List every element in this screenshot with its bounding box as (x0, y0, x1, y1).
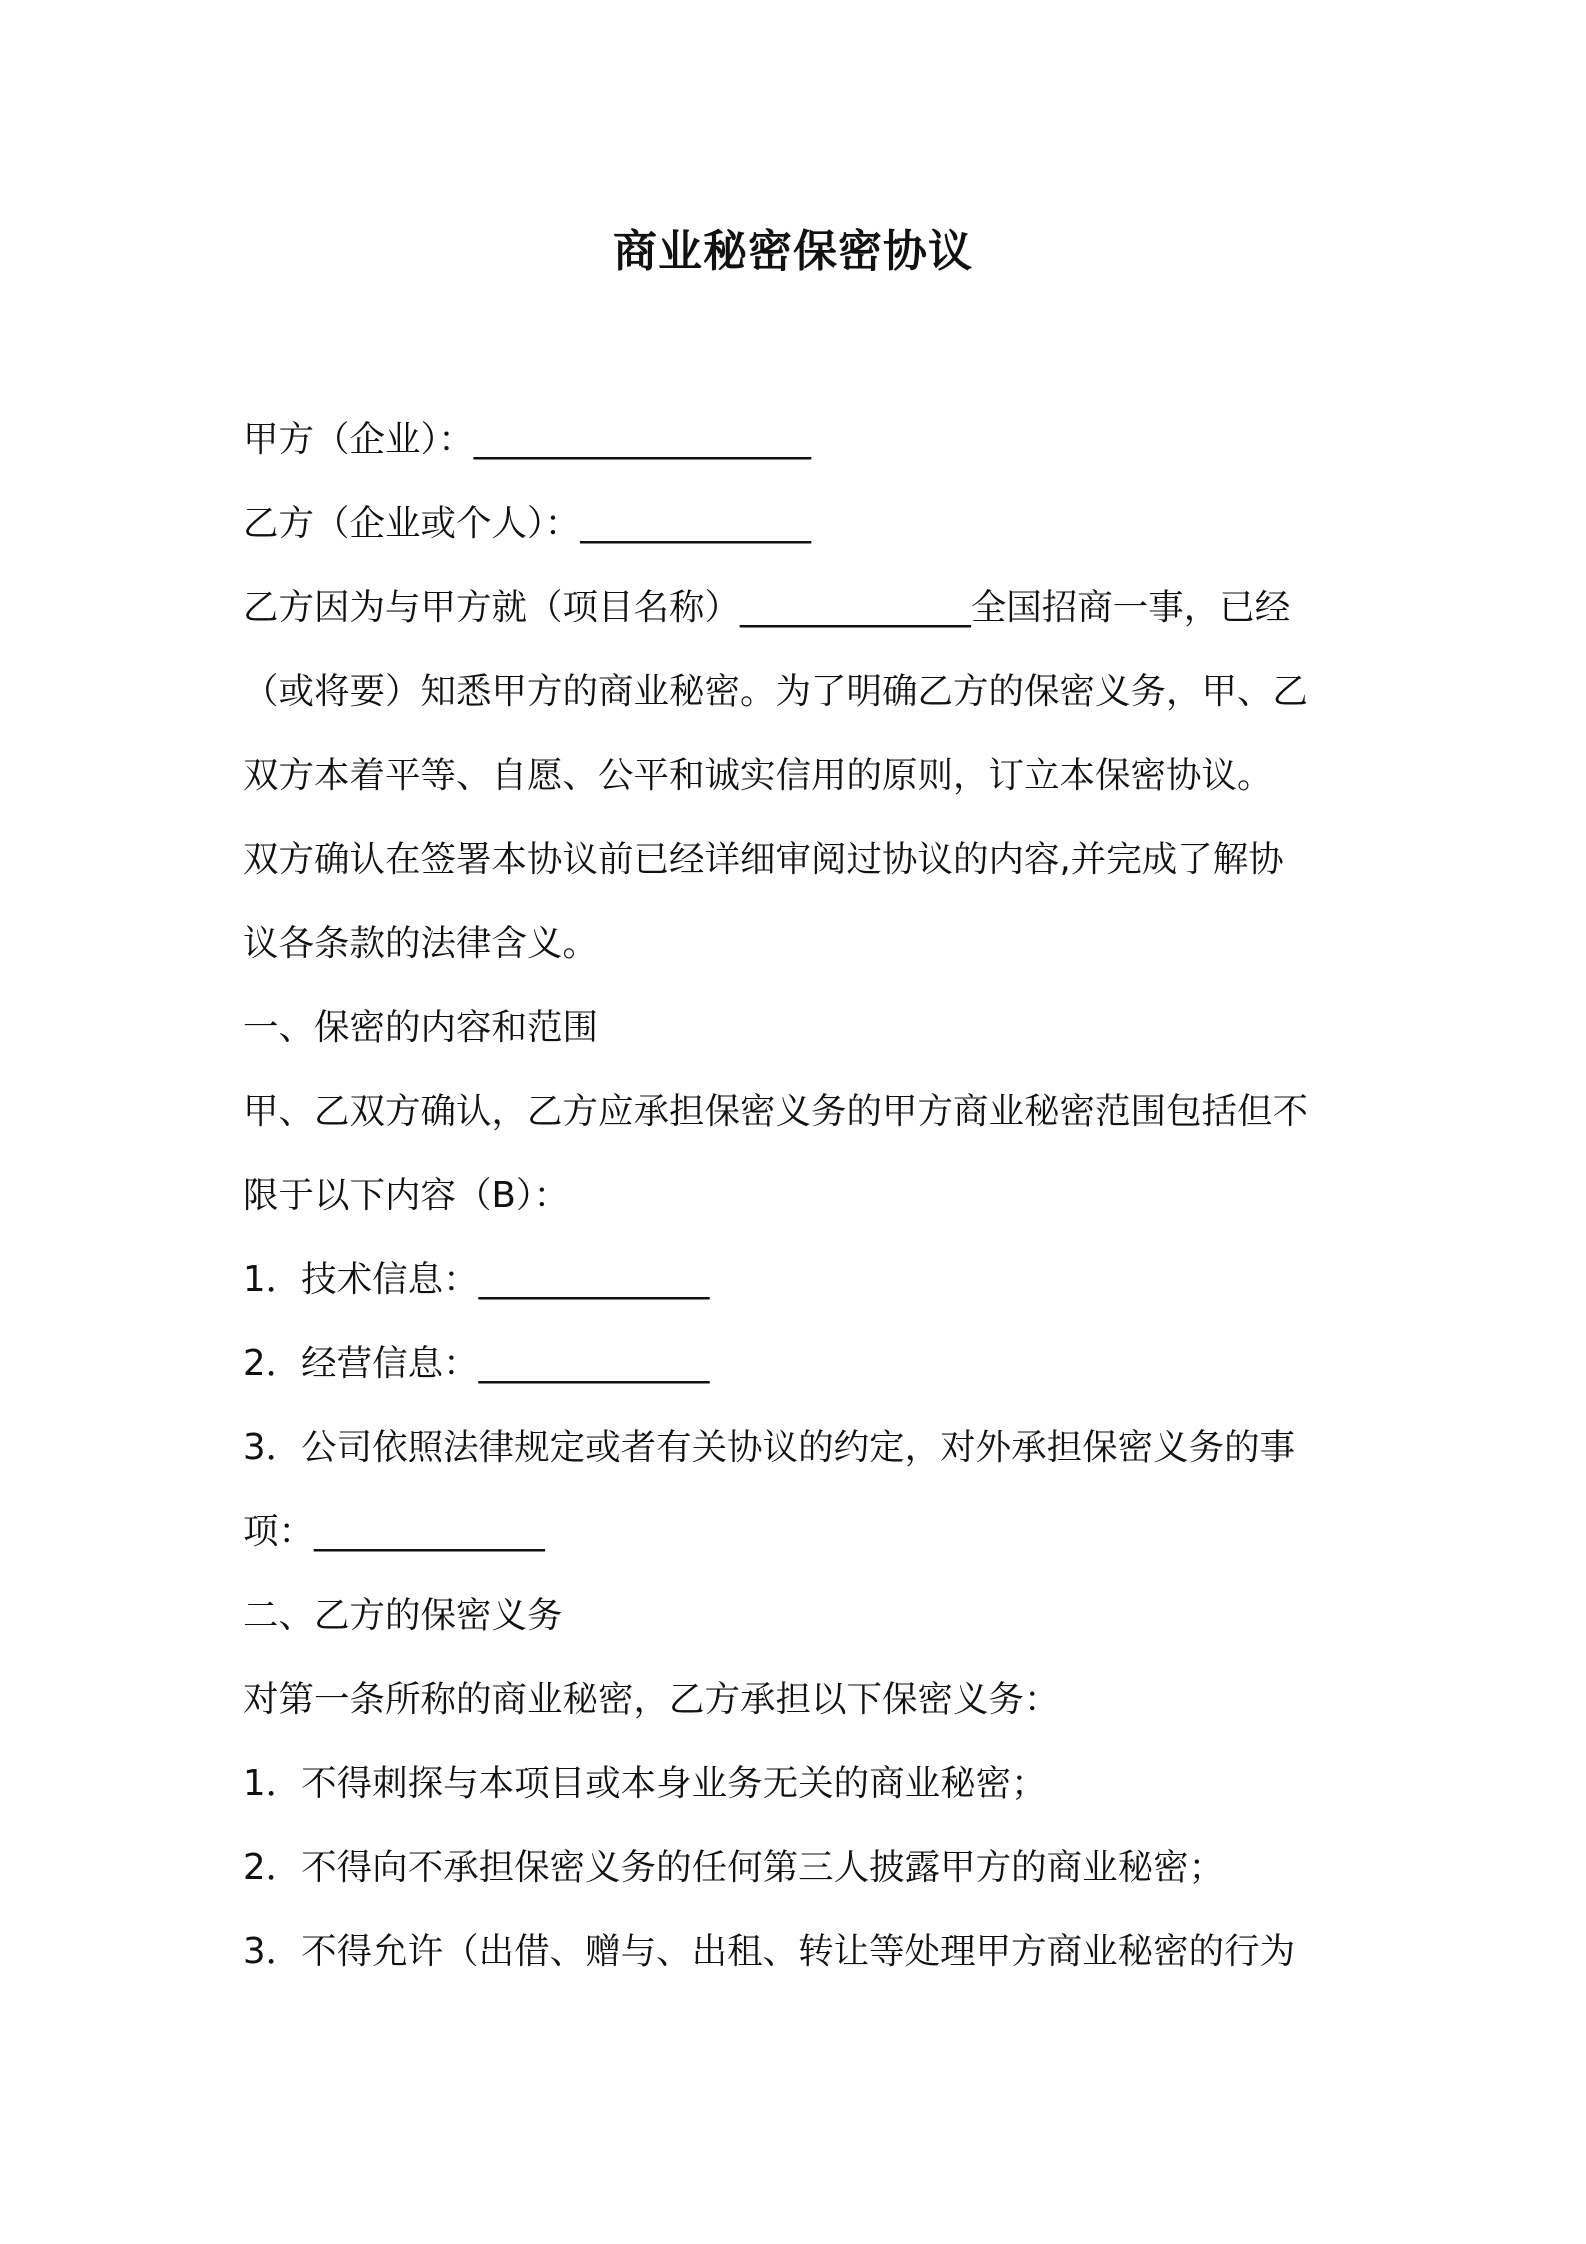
paragraph-line: 限于以下内容（B）： (243, 1175, 570, 1216)
list-item: 2．经营信息：_____________ (243, 1343, 710, 1384)
list-item: 1．不得刺探与本项目或本身业务无关的商业秘密； (243, 1763, 1047, 1804)
document-title: 商业秘密保密协议 (613, 226, 973, 277)
section-heading: 二、乙方的保密义务 (243, 1595, 563, 1636)
list-item: 3．不得允许（出借、赠与、出租、转让等处理甲方商业秘密的行为 (243, 1931, 1296, 1972)
paragraph-line: （或将要）知悉甲方的商业秘密。为了明确乙方的保密义务，甲、乙 (243, 671, 1309, 712)
document-body (243, 408, 1353, 2004)
list-item: 3．公司依照法律规定或者有关协议的约定，对外承担保密义务的事 (243, 1427, 1296, 1468)
paragraph-line: 双方本着平等、自愿、公平和诚实信用的原则，订立本保密协议。 (243, 755, 1273, 796)
paragraph-line: 对第一条所称的商业秘密，乙方承担以下保密义务： (243, 1679, 1060, 1720)
list-item: 1．技术信息：_____________ (243, 1259, 710, 1300)
paragraph-line: 双方确认在签署本协议前已经详细审阅过协议的内容,并完成了解协 (243, 839, 1284, 880)
section-heading: 一、保密的内容和范围 (243, 1007, 599, 1048)
party-b-line: 乙方（企业或个人）：_____________ (243, 503, 812, 544)
list-item: 2．不得向不承担保密义务的任何第三人披露甲方的商业秘密； (243, 1847, 1225, 1888)
paragraph-line: 甲、乙双方确认，乙方应承担保密义务的甲方商业秘密范围包括但不 (243, 1091, 1309, 1132)
party-a-line: 甲方（企业）：___________________ (243, 419, 812, 460)
paragraph-line: 议各条款的法律含义。 (243, 923, 599, 964)
paragraph-line: 乙方因为与甲方就（项目名称）_____________全国招商一事，已经 (243, 587, 1291, 628)
list-item-continuation: 项：_____________ (243, 1511, 545, 1552)
